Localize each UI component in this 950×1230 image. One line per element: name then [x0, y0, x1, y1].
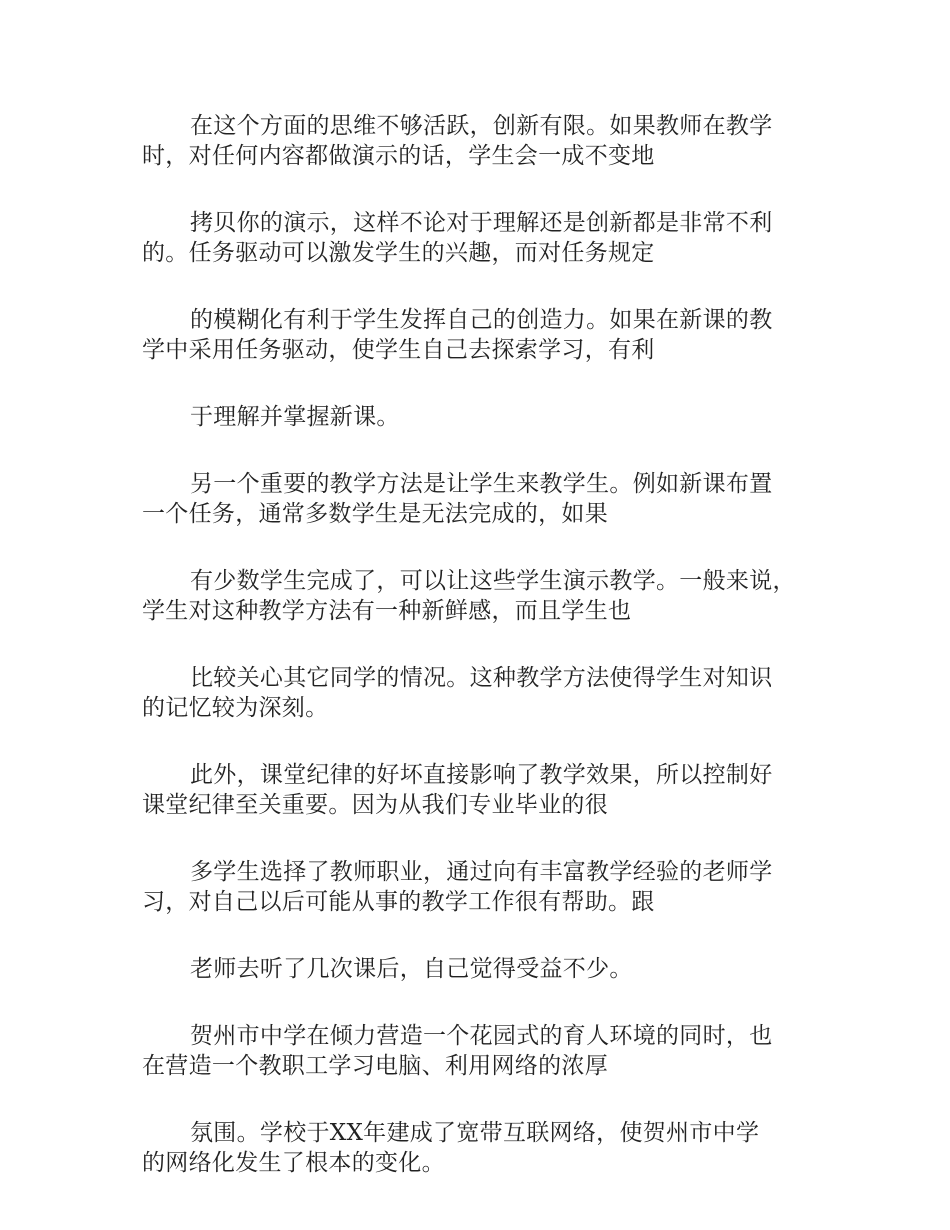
paragraph — [142, 857, 832, 917]
paragraph — [142, 760, 832, 820]
paragraph — [142, 402, 832, 432]
paragraph-line: 在营造一个教职工学习电脑、利用网络的浓厚 — [142, 1053, 608, 1079]
paragraph-line: 氛围。学校于XX年建成了宽带互联网络，使贺州市中学 — [190, 1120, 760, 1146]
paragraph — [142, 954, 832, 984]
paragraph-line: 学生对这种教学方法有一种新鲜感，而且学生也 — [142, 598, 632, 624]
paragraph-line: 贺州市中学在倾力营造一个花园式的育人环境的同时，也 — [190, 1023, 773, 1049]
paragraph-line: 一个任务，通常多数学生是无法完成的，如果 — [142, 501, 608, 527]
paragraph-line: 的模糊化有利于学生发挥自己的创造力。如果在新课的教 — [190, 307, 773, 333]
paragraph-line: 此外，课堂纪律的好坏直接影响了教学效果，所以控制好 — [190, 762, 773, 788]
paragraph-line: 的。任务驱动可以激发学生的兴趣，而对任务规定 — [142, 240, 655, 266]
document-body — [142, 111, 832, 1215]
paragraph — [142, 1118, 832, 1178]
paragraph — [142, 208, 832, 268]
paragraph-line: 学中采用任务驱动，使学生自己去探索学习，有利 — [142, 337, 655, 363]
paragraph — [142, 663, 832, 723]
paragraph — [142, 1021, 832, 1081]
paragraph-line: 的记忆较为深刻。 — [142, 695, 329, 721]
paragraph-line: 习，对自己以后可能从事的教学工作很有帮助。跟 — [142, 889, 655, 915]
paragraph-line: 另一个重要的教学方法是让学生来教学生。例如新课布置 — [190, 471, 773, 497]
paragraph-line: 时，对任何内容都做演示的话，学生会一成不变地 — [142, 143, 655, 169]
paragraph-line: 有少数学生完成了，可以让这些学生演示教学。一般来说， — [190, 568, 796, 594]
paragraph-line: 在这个方面的思维不够活跃，创新有限。如果教师在教学 — [190, 113, 773, 139]
paragraph-line: 比较关心其它同学的情况。这种教学方法使得学生对知识 — [190, 665, 773, 691]
paragraph — [142, 469, 832, 529]
paragraph-line: 的网络化发生了根本的变化。 — [142, 1150, 445, 1176]
paragraph-line: 课堂纪律至关重要。因为从我们专业毕业的很 — [142, 792, 608, 818]
paragraph-line: 多学生选择了教师职业，通过向有丰富教学经验的老师学 — [190, 859, 773, 885]
paragraph-line: 于理解并掌握新课。 — [190, 404, 400, 430]
paragraph — [142, 305, 832, 365]
paragraph — [142, 566, 832, 626]
paragraph-line: 拷贝你的演示，这样不论对于理解还是创新都是非常不利 — [190, 210, 773, 236]
paragraph-line: 老师去听了几次课后，自己觉得受益不少。 — [190, 956, 633, 982]
paragraph — [142, 111, 832, 171]
